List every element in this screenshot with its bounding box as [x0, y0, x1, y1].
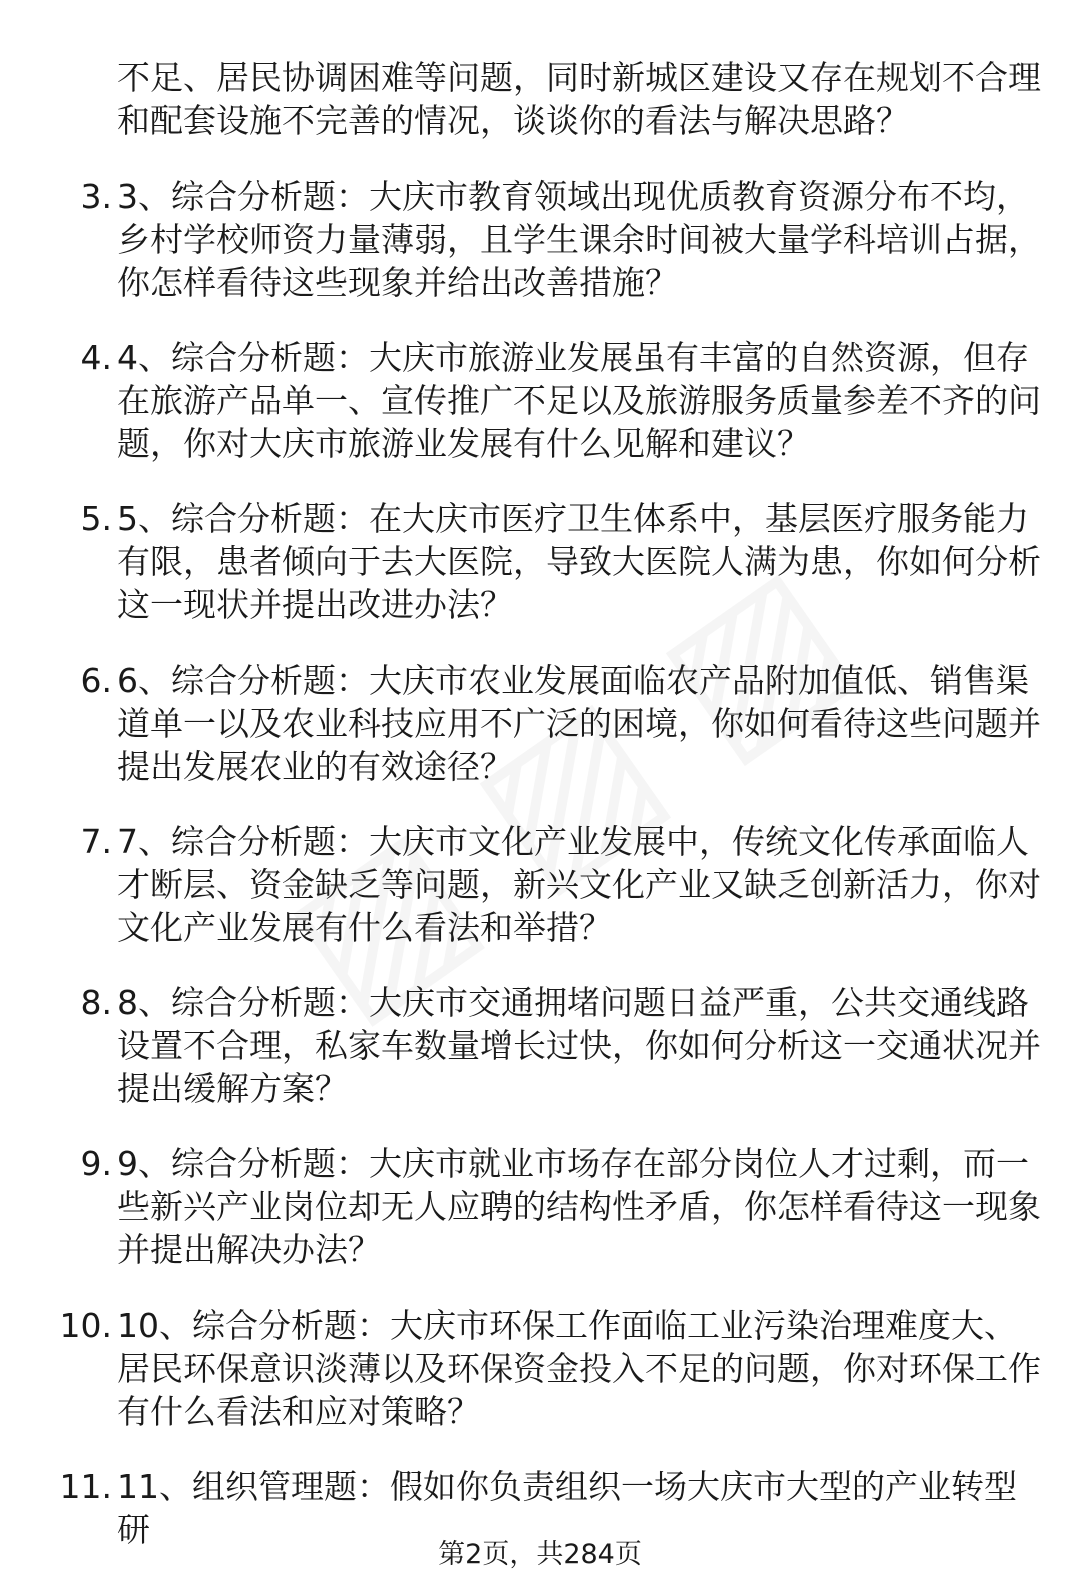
question-text: 4、综合分析题：大庆市旅游业发展虽有丰富的自然资源，但存在旅游产品单一、宣传推广不足以及旅游服务质量参差不齐的问题，你对大庆市旅游业发展有什么见解和建议？	[117, 338, 1041, 463]
list-number: 4.	[80, 338, 112, 377]
question-text: 6、综合分析题：大庆市农业发展面临农产品附加值低、销售渠道单一以及农业科技应用不广泛的困境，你如何看待这些问题并提出发展农业的有效途径？	[117, 661, 1041, 786]
list-number: 3.	[80, 177, 112, 216]
lead-paragraph: 不足、居民协调困难等问题，同时新城区建设又存在规划不合理和配套设施不完善的情况，谈谈你的看法与解决思路？	[117, 58, 1041, 140]
question-text: 10、综合分析题：大庆市环保工作面临工业污染治理难度大、居民环保意识淡薄以及环保资金投入不足的问题，你对环保工作有什么看法和应对策略？	[117, 1306, 1041, 1431]
list-number: 6.	[80, 661, 112, 700]
list-number: 9.	[80, 1144, 112, 1183]
list-number: 11.	[59, 1467, 112, 1506]
question-text: 7、综合分析题：大庆市文化产业发展中，传统文化传承面临人才断层、资金缺乏等问题，新兴文化产业又缺乏创新活力，你对文化产业发展有什么看法和举措？	[117, 822, 1041, 947]
question-text: 9、综合分析题：大庆市就业市场存在部分岗位人才过剩，而一些新兴产业岗位却无人应聘的结构性矛盾，你怎样看待这一现象并提出解决办法？	[117, 1144, 1041, 1269]
list-number: 10.	[59, 1306, 112, 1345]
list-number: 5.	[80, 499, 112, 538]
question-text: 8、综合分析题：大庆市交通拥堵问题日益严重，公共交通线路设置不合理，私家车数量增长过快，你如何分析这一交通状况并提出缓解方案？	[117, 983, 1041, 1108]
question-text: 3、综合分析题：大庆市教育领域出现优质教育资源分布不均，乡村学校师资力量薄弱，且学生课余时间被大量学科培训占据，你怎样看待这些现象并给出改善措施？	[117, 177, 1041, 302]
list-number: 7.	[80, 822, 112, 861]
question-text: 11、组织管理题：假如你负责组织一场大庆市大型的产业转型研	[117, 1467, 1017, 1549]
question-text: 5、综合分析题：在大庆市医疗卫生体系中，基层医疗服务能力有限，患者倾向于去大医院，导致大医院人满为患，你如何分析这一现状并提出改进办法？	[117, 499, 1041, 624]
page-footer: 第2页，共284页	[438, 1539, 642, 1570]
list-number: 8.	[80, 983, 112, 1022]
